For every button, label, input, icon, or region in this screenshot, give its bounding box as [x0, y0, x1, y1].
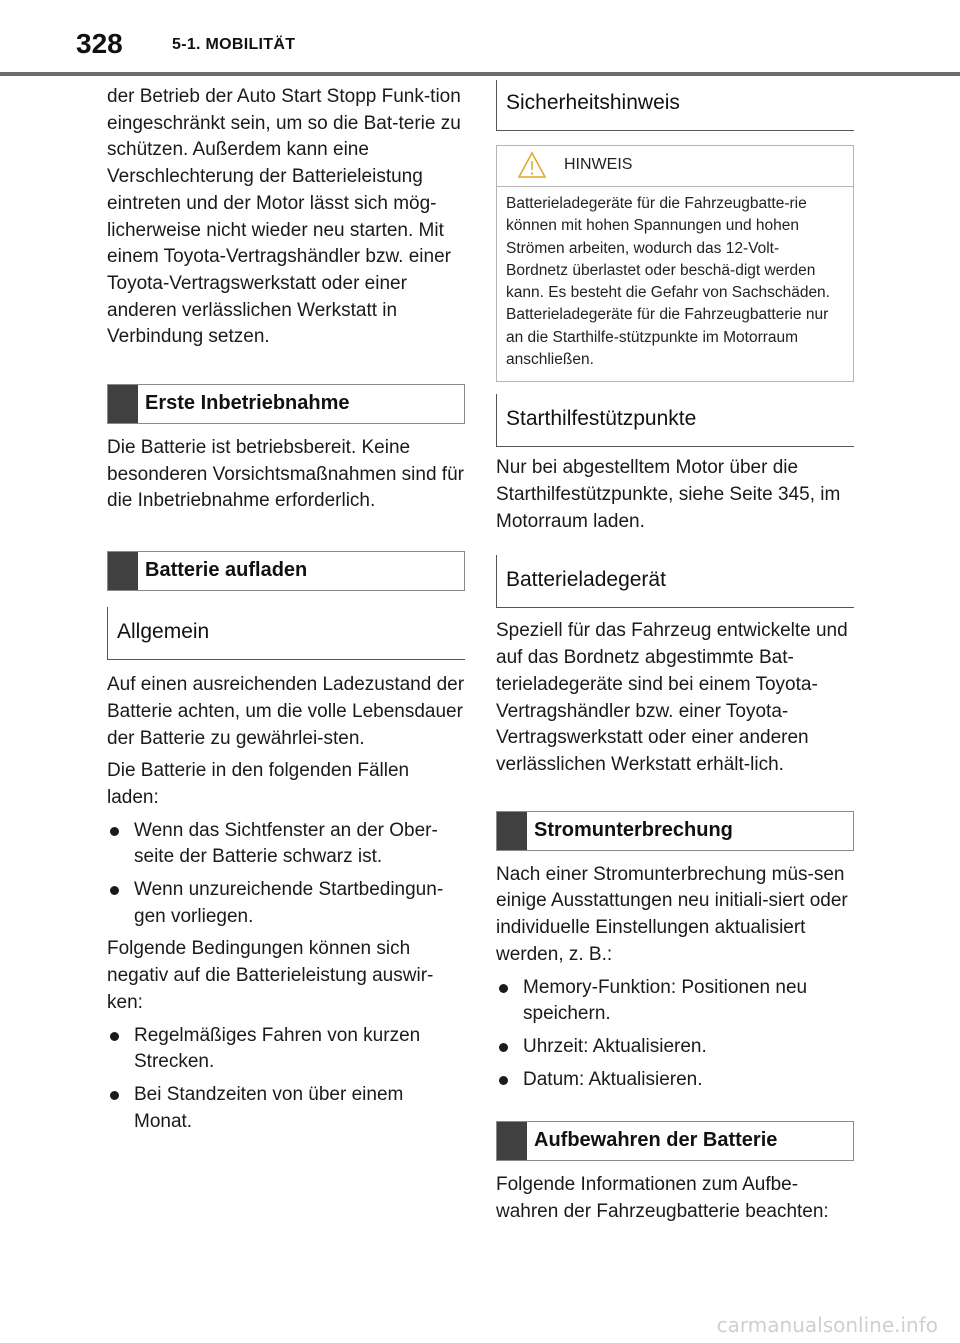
watermark-text: carmanualsonline.info	[716, 1313, 938, 1337]
heading-label: Stromunterbrechung	[534, 818, 733, 841]
subheading-allgemein	[107, 607, 465, 660]
subheading-starthilfestuetzpunkte	[496, 394, 854, 447]
warning-triangle-icon	[517, 151, 547, 179]
list-item: Bei Standzeiten von über einem Monat.	[107, 1082, 465, 1135]
left-column	[107, 84, 465, 1141]
heading-stromunterbrechung	[496, 811, 854, 851]
list-item: Wenn das Sichtfenster an der Ober-seite der Batterie schwarz ist.	[107, 818, 465, 871]
paragraph-stromunterbrechung: Nach einer Stromunterbrechung müs-sen einige Ausstattungen neu initiali-siert oder individuelle Einstellungen aktualisiert werden, z. B.:	[496, 863, 848, 965]
list-item: Datum: Aktualisieren.	[496, 1067, 854, 1094]
page-number: 328	[76, 28, 123, 59]
paragraph-starthilfe: Nur bei abgestelltem Motor über die Starthilfestützpunkte, siehe Seite 345, im Motorraum laden.	[496, 457, 841, 532]
heading-aufbewahren	[496, 1121, 854, 1161]
paragraph-ladegeraet: Speziell für das Fahrzeug entwickelte und auf das Bordnetz abgestimmte Bat-terieladegeräte sind bei einem Toyota-Vertragshändler bzw. einer Toyota-Vertragswerkstatt oder einer anderen verlässlichen Werkstatt erhält-lich.	[496, 620, 848, 775]
paragraph-ladezustand: Auf einen ausreichenden Ladezustand der Batterie achten, um die volle Lebensdauer der Batterie zu gewährlei-sten.	[107, 674, 465, 749]
notice-title: HINWEIS	[564, 156, 633, 173]
paragraph-betriebsbereit: Die Batterie ist betriebsbereit. Keine besonderen Vorsichtsmaßnahmen sind für die Inbetriebnahme erforderlich.	[107, 437, 464, 512]
heading-erste-inbetriebnahme	[107, 384, 465, 424]
list-item: Regelmäßiges Fahren von kurzen Strecken.	[107, 1023, 465, 1076]
subheading-label: Batterieladegerät	[506, 568, 666, 592]
subheading-label: Sicherheitshinweis	[506, 91, 680, 114]
subheading-sicherheitshinweis	[496, 80, 854, 131]
right-column	[496, 84, 854, 1226]
list-item: Uhrzeit: Aktualisieren.	[496, 1034, 854, 1061]
notice-header	[497, 146, 853, 187]
page-header	[0, 0, 960, 76]
header-rule	[0, 72, 960, 76]
list-item: Wenn unzureichende Startbedingun-gen vorliegen.	[107, 877, 465, 930]
heading-batterie-aufladen	[107, 551, 465, 591]
bullet-list-stromunterbrechung	[496, 975, 854, 1094]
paragraph-aufbewahren: Folgende Informationen zum Aufbe-wahren der Fahrzeugbatterie beachten:	[496, 1174, 829, 1223]
bullet-list-bedingungen	[107, 1023, 465, 1136]
heading-label: Erste Inbetriebnahme	[145, 392, 350, 415]
chapter-title: 5-1. MOBILITÄT	[172, 36, 296, 53]
notice-box	[496, 145, 854, 382]
paragraph-bedingungen: Folgende Bedingungen können sich negativ auf die Batterieleistung auswir-ken:	[107, 938, 434, 1013]
list-item: Memory-Funktion: Positionen neu speichern.	[496, 975, 854, 1028]
notice-text: Batterieladegeräte für die Fahrzeugbatte-rie können mit hohen Spannungen und hohen Strömen arbeiten, wodurch das 12-Volt-Bordnetz überlastet oder beschä-digt werden kann. Es besteht die Gefahr von Sachschäden. Batterieladegeräte für die Fahrzeugbatterie nur an die Starthilfe-stützpunkte im Motorraum anschließen.	[506, 195, 830, 369]
bullet-list-laden	[107, 818, 465, 931]
subheading-label: Starthilfestützpunkte	[506, 407, 697, 431]
paragraph-laden-faelle: Die Batterie in den folgenden Fällen laden:	[107, 760, 410, 808]
subheading-batterieladegeraet	[496, 555, 854, 608]
heading-label: Batterie aufladen	[145, 559, 308, 582]
heading-label: Aufbewahren der Batterie	[534, 1129, 778, 1152]
subheading-label: Allgemein	[117, 620, 210, 644]
intro-paragraph: der Betrieb der Auto Start Stopp Funk-tion eingeschränkt sein, um so die Bat-terie zu schützen. Außerdem kann eine Verschlechterung der Batterieleistung eintreten und der Motor lässt sich mög-licherweise nicht wieder neu starten. Mit einem Toyota-Vertragshändler bzw. einer Toyota-Vertragswerkstatt oder einer anderen verlässlichen Werkstatt in Verbindung setzen.	[107, 86, 461, 348]
